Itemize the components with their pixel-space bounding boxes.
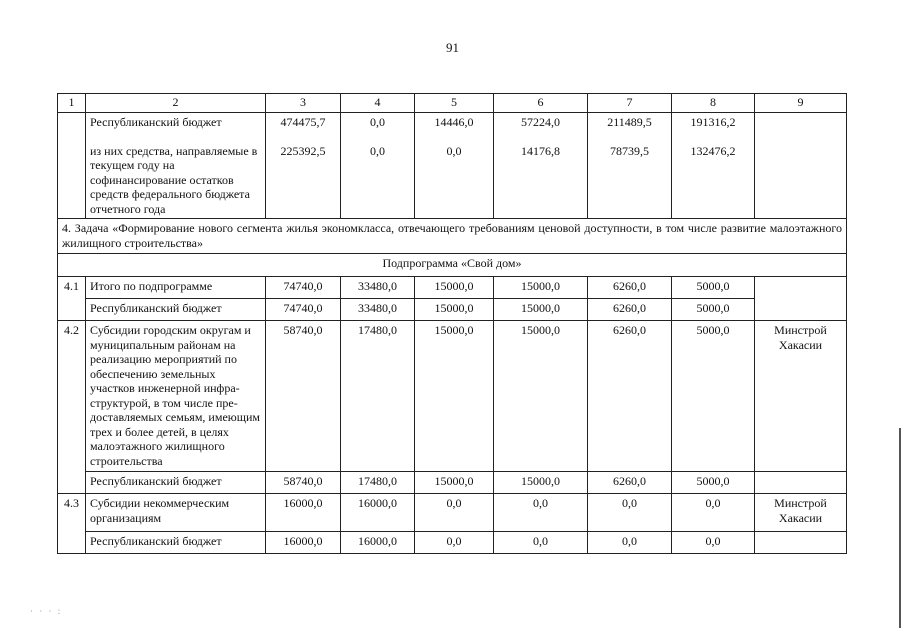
table-row xyxy=(58,494,847,532)
header-row xyxy=(58,94,847,113)
value-cell: 78739,5 xyxy=(588,132,672,219)
table-row xyxy=(58,113,847,132)
value-cell: 0,0 xyxy=(341,132,415,219)
task-row xyxy=(58,219,847,254)
table-row xyxy=(58,299,847,321)
value-cell: 0,0 xyxy=(415,132,494,219)
value-cell: 57224,0 xyxy=(494,113,588,132)
table-row xyxy=(58,132,847,219)
value-cell: 0,0 xyxy=(494,494,588,532)
row-name: Субсидии некоммерческим организациям xyxy=(86,494,266,532)
value-cell: 74740,0 xyxy=(266,299,341,321)
row-name: Республиканский бюджет xyxy=(86,113,266,132)
value-cell: 16000,0 xyxy=(266,532,341,554)
value-cell: 15000,0 xyxy=(415,277,494,299)
row-name: Итого по подпрограмме xyxy=(86,277,266,299)
value-cell: 15000,0 xyxy=(415,299,494,321)
value-cell: 225392,5 xyxy=(266,132,341,219)
value-cell: 0,0 xyxy=(415,532,494,554)
value-cell: 0,0 xyxy=(415,494,494,532)
value-cell: 5000,0 xyxy=(672,299,755,321)
row-name: Республиканский бюджет xyxy=(86,299,266,321)
scan-specks: · · · : xyxy=(30,606,63,616)
value-cell: 474475,7 xyxy=(266,113,341,132)
header-cell: 2 xyxy=(86,94,266,113)
executor-cell xyxy=(755,472,847,494)
index-cell: 4.2 xyxy=(58,321,86,494)
value-cell: 14446,0 xyxy=(415,113,494,132)
value-cell: 0,0 xyxy=(494,532,588,554)
row-name: из них средства, направляемые в текущем году на софинансирование остатков средств федерального бюджета отчетного года xyxy=(86,132,266,219)
row-name: Республиканский бюджет xyxy=(86,472,266,494)
value-cell: 191316,2 xyxy=(672,113,755,132)
task-heading: 4. Задача «Формирование нового сегмента жилья экономкласса, отвечающего требованиям ценовой доступности, в том числе развитие малоэтажного жилищного строительства» xyxy=(58,219,847,254)
value-cell: 6260,0 xyxy=(588,299,672,321)
executor-cell: Минстрой Хакасии xyxy=(755,494,847,532)
budget-table xyxy=(57,93,847,554)
table-row xyxy=(58,321,847,472)
value-cell: 0,0 xyxy=(588,532,672,554)
header-cell: 7 xyxy=(588,94,672,113)
value-cell: 15000,0 xyxy=(494,277,588,299)
executor-cell xyxy=(755,113,847,219)
value-cell: 17480,0 xyxy=(341,472,415,494)
value-cell: 5000,0 xyxy=(672,321,755,472)
subprogram-row xyxy=(58,254,847,277)
value-cell: 33480,0 xyxy=(341,299,415,321)
value-cell: 58740,0 xyxy=(266,321,341,472)
executor-cell xyxy=(755,532,847,554)
page-number: 91 xyxy=(446,40,459,55)
value-cell: 15000,0 xyxy=(415,321,494,472)
value-cell: 15000,0 xyxy=(415,472,494,494)
index-cell xyxy=(58,113,86,219)
index-cell: 4.1 xyxy=(58,277,86,321)
executor-cell xyxy=(755,277,847,321)
table-row xyxy=(58,472,847,494)
index-cell: 4.3 xyxy=(58,494,86,554)
scan-edge-line xyxy=(899,428,901,628)
value-cell: 132476,2 xyxy=(672,132,755,219)
value-cell: 6260,0 xyxy=(588,321,672,472)
row-name: Республиканский бюджет xyxy=(86,532,266,554)
table-row xyxy=(58,277,847,299)
header-cell: 6 xyxy=(494,94,588,113)
value-cell: 17480,0 xyxy=(341,321,415,472)
header-cell: 8 xyxy=(672,94,755,113)
value-cell: 58740,0 xyxy=(266,472,341,494)
value-cell: 211489,5 xyxy=(588,113,672,132)
value-cell: 0,0 xyxy=(672,532,755,554)
header-cell: 9 xyxy=(755,94,847,113)
value-cell: 15000,0 xyxy=(494,472,588,494)
header-cell: 1 xyxy=(58,94,86,113)
value-cell: 74740,0 xyxy=(266,277,341,299)
row-name: Субсидии городским округам и муниципальным районам на реализацию мероприятий по обеспечению земельных участков инженерной инфраструктурой, в том числе предоставляемых семьям, имеющим трех и более детей, в целях малоэтажного жилищного строительства xyxy=(86,321,266,472)
value-cell: 15000,0 xyxy=(494,321,588,472)
value-cell: 33480,0 xyxy=(341,277,415,299)
header-cell: 5 xyxy=(415,94,494,113)
value-cell: 0,0 xyxy=(672,494,755,532)
value-cell: 14176,8 xyxy=(494,132,588,219)
value-cell: 0,0 xyxy=(341,113,415,132)
value-cell: 16000,0 xyxy=(266,494,341,532)
value-cell: 5000,0 xyxy=(672,472,755,494)
value-cell: 6260,0 xyxy=(588,472,672,494)
header-cell: 4 xyxy=(341,94,415,113)
table-row xyxy=(58,532,847,554)
value-cell: 15000,0 xyxy=(494,299,588,321)
value-cell: 16000,0 xyxy=(341,494,415,532)
value-cell: 16000,0 xyxy=(341,532,415,554)
subprogram-title: Подпрограмма «Свой дом» xyxy=(58,254,847,277)
executor-cell: Минстрой Хакасии xyxy=(755,321,847,472)
value-cell: 6260,0 xyxy=(588,277,672,299)
header-cell: 3 xyxy=(266,94,341,113)
value-cell: 0,0 xyxy=(588,494,672,532)
value-cell: 5000,0 xyxy=(672,277,755,299)
